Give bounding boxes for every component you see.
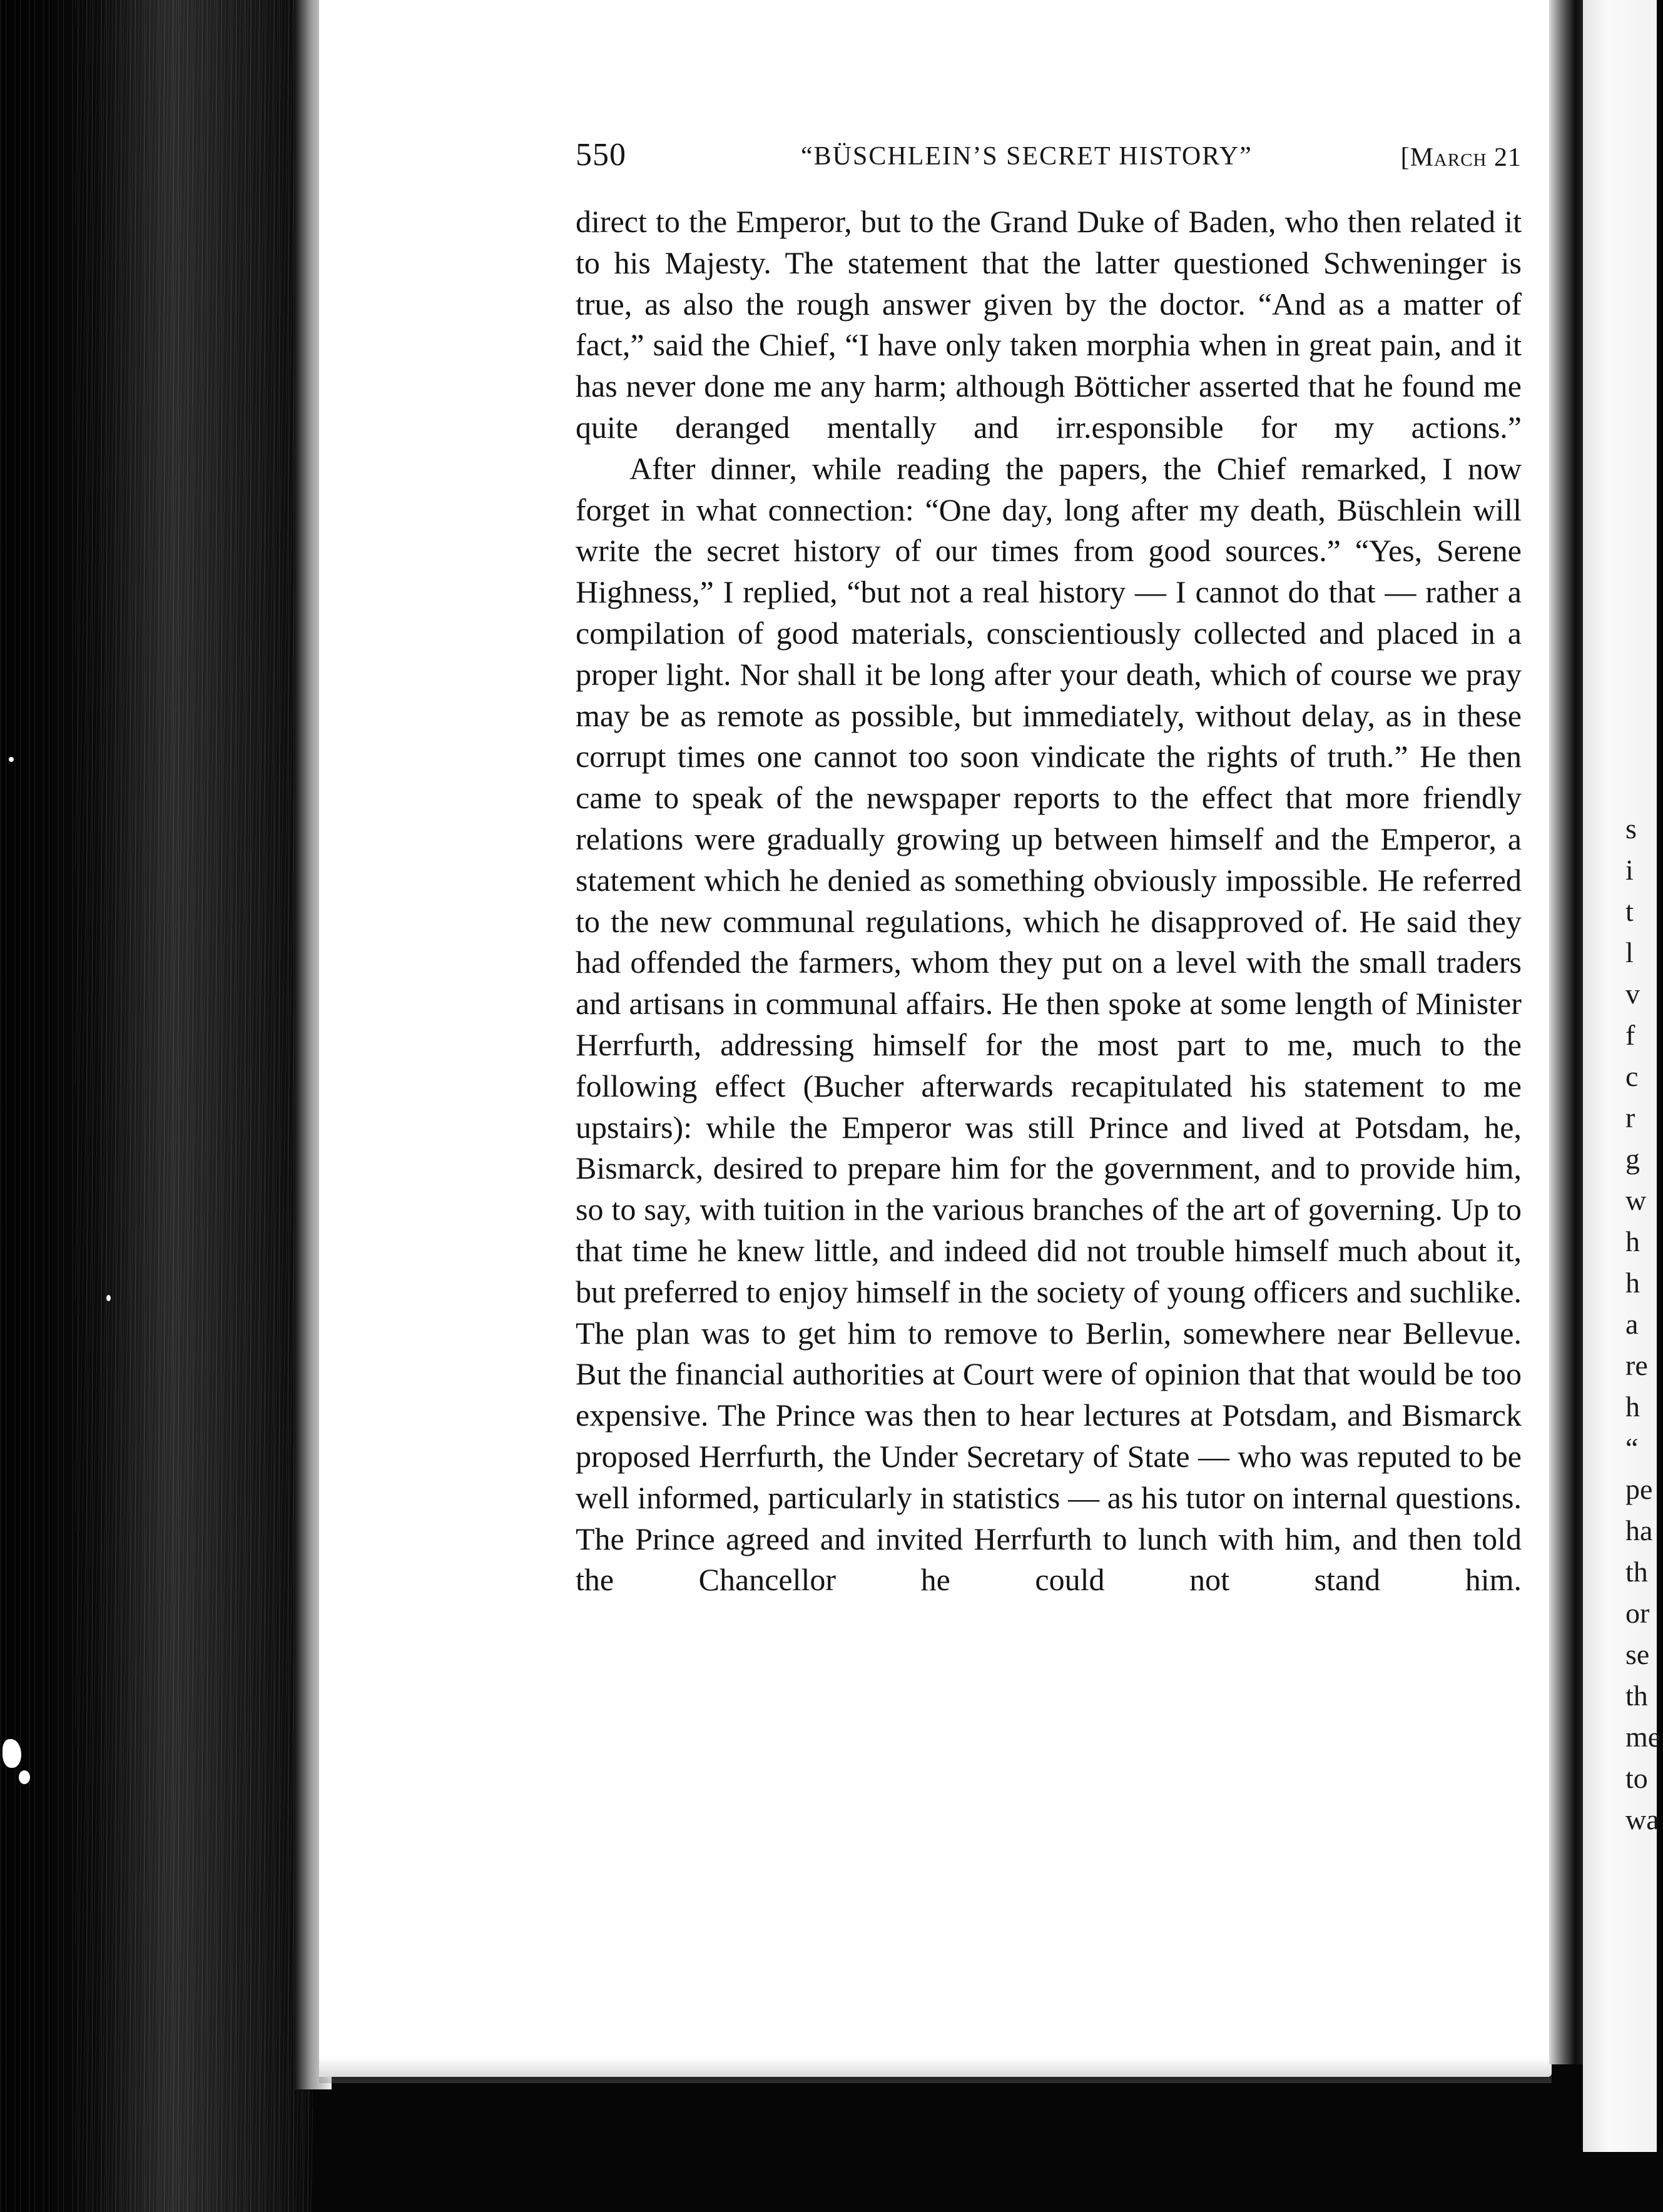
binding-texture [75,0,313,2212]
adjacent-fragment: l [1625,936,1634,968]
adjacent-fragment: pe [1625,1473,1653,1505]
adjacent-fragment: ha [1625,1514,1653,1546]
adjacent-fragment: th [1625,1556,1648,1588]
book-gutter [1549,0,1587,2064]
running-header [576,136,1522,180]
date-bracket: [ [1400,143,1410,172]
adjacent-fragment: c [1625,1060,1639,1092]
adjacent-fragment: h [1625,1225,1640,1257]
adjacent-fragment: se [1625,1638,1650,1670]
adjacent-page-text-fragments [1625,808,1663,1840]
adjacent-fragment: v [1625,978,1640,1010]
adjacent-fragment: t [1625,895,1634,927]
page-bottom-shade [319,2058,1552,2083]
paragraph-2: After dinner, while reading the papers, the Chief remarked, I now forget in what connection: “One day, long after my death, Büschlein will write the secret history of our times from good sources.” “Yes, Serene Highness,” I replied, “but not a real history — I cannot do that — rather a compilation of good materials, conscientiously collected and placed in a proper light. Nor shall it be long after your death, which of course we pray may be as remote as possible, but immediately, without delay, as in these corrupt times one cannot too soon vindicate the rights of truth.” He then came to speak of the newspaper reports to the effect that more friendly relations were gradually growing up between himself and the Emperor, a statement which he denied as something obviously impossible. He referred to the new communal regulations, which he disapproved of. He said they had offended the farmers, whom they put on a level with the small traders and artisans in communal affairs. He then spoke at some length of Minister Herrfurth, addressing himself for the most part to me, much to the following effect (Bucher afterwards recapitulated his statement to me upstairs): while the Emperor was still Prince and lived at Potsdam, he, Bismarck, desired to prepare him for the government, and to provide him, so to say, with tuition in the various branches of the art of governing. Up to that time he knew little, and indeed did not trouble himself much about it, but preferred to enjoy himself in the society of young officers and suchlike. The plan was to get him to remove to Berlin, somewhere near Bellevue. But the financial authorities at Court were of opinion that that would be too expensive. The Prince was then to hear lectures at Potsdam, and Bismarck proposed Herrfurth, the Under Secretary of State — who was reputed to be well informed, particularly in statistics — as his tutor on internal questions. The Prince agreed and invited Herrfurth to lunch with him, and then told the Chancellor he could not stand him. [576,450,1522,1598]
adjacent-fragment: i [1625,854,1634,886]
adjacent-fragment: h [1625,1391,1640,1423]
binding-speck [106,1295,111,1301]
page-number: 550 [576,137,626,173]
binding-speck [3,1739,21,1768]
adjacent-fragment: h [1625,1267,1640,1299]
adjacent-fragment: w [1625,1184,1647,1216]
adjacent-fragment: f [1625,1019,1635,1051]
running-title: “BÜSCHLEIN’S SECRET HISTORY” [801,142,1253,171]
adjacent-fragment: to [1625,1762,1648,1794]
adjacent-fragment: a [1625,1308,1639,1340]
date-month: March [1410,143,1487,172]
adjacent-fragment: “ [1625,1432,1639,1464]
adjacent-fragment: wa [1625,1804,1659,1835]
adjacent-fragment: g [1625,1143,1640,1175]
adjacent-fragment: th [1625,1680,1648,1712]
adjacent-fragment: re [1625,1349,1648,1381]
binding-speck [19,1770,30,1784]
date-day: 21 [1494,143,1522,172]
adjacent-fragment: or [1625,1597,1650,1629]
adjacent-fragment: me [1625,1721,1661,1753]
header-date [1401,143,1522,173]
body-text [576,201,1522,1601]
paragraph-1: direct to the Emperor, but to the Grand Duke of Baden, who then related it to his Majesty. The statement that the latter questioned Schweninger is true, as also the rough answer given by the doctor. “And as a matter of fact,” said the Chief, “I have only taken morphia when in great pain, and it has never done me any harm; although Bötticher asserted that he found me quite deranged mentally and irr.esponsible for my actions.” [576,204,1522,445]
adjacent-fragment: r [1625,1102,1635,1134]
adjacent-fragment: s [1625,813,1637,845]
binding-speck [9,757,14,762]
